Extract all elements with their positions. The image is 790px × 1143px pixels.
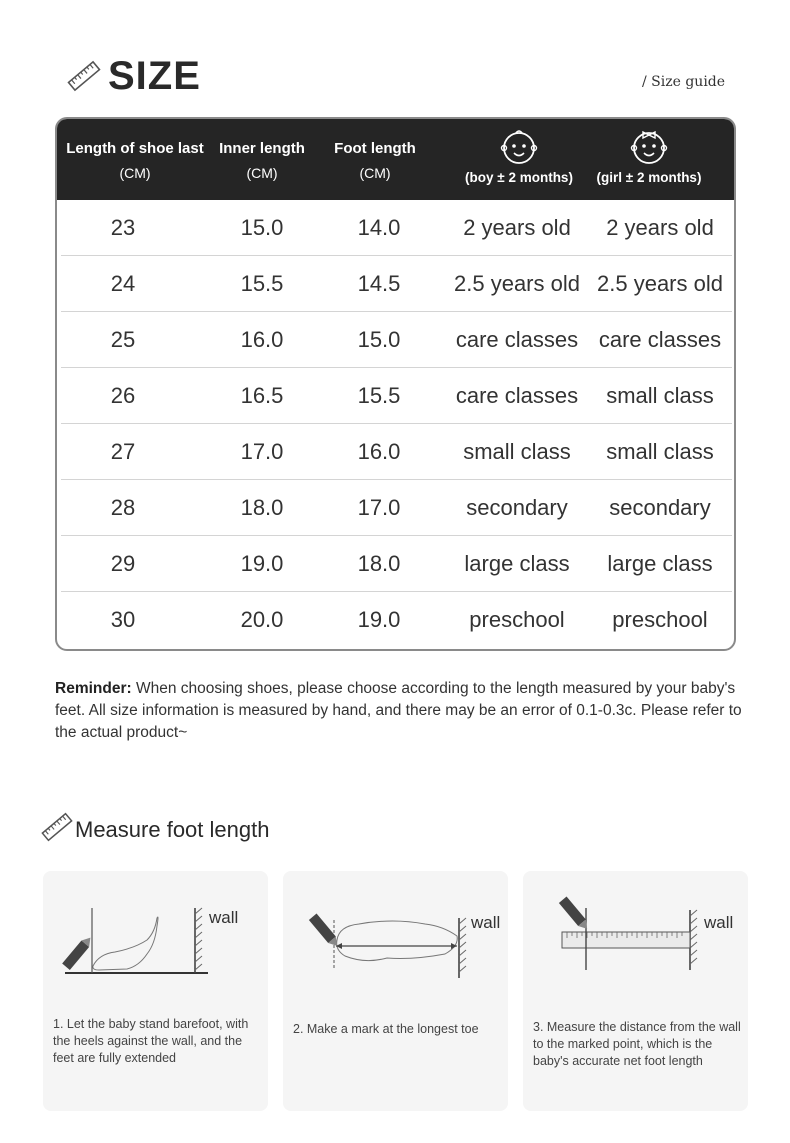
cell-inner-length: 19.0 (240, 551, 284, 576)
table-row (61, 424, 732, 480)
cell-boy-age: 2.5 years old (454, 271, 580, 296)
table-row (61, 368, 732, 424)
step-card-2 (283, 871, 508, 1111)
section-title: Measure foot length (75, 817, 270, 842)
ruler-icon (40, 810, 74, 844)
cell-girl-age: small class (606, 383, 714, 408)
cell-girl-age: care classes (598, 327, 722, 352)
step-caption: 2. Make a mark at the longest toe (293, 1022, 479, 1036)
cell-shoe-last: 29 (110, 551, 136, 576)
reminder-body: When choosing shoes, please choose according to the length measured by your baby's feet. All size information is measured by hand, and there may be an error of 0.1-0.3c. Please refer to the actual product~ (55, 680, 742, 741)
cell-foot-length: 19.0 (357, 607, 401, 632)
table-row (61, 480, 732, 536)
cell-inner-length: 15.0 (240, 215, 284, 240)
cell-foot-length: 14.5 (357, 271, 401, 296)
cell-boy-age: small class (463, 439, 571, 464)
cell-inner-length: 18.0 (240, 495, 284, 520)
column-header-label: Length of shoe last (66, 140, 204, 157)
column-header-unit: (CM) (359, 165, 391, 181)
step-card-1 (43, 871, 268, 1111)
cell-inner-length: 17.0 (240, 439, 284, 464)
cell-foot-length: 15.5 (357, 383, 401, 408)
measure-distance-illustration (523, 896, 748, 986)
girl-face-icon (628, 126, 670, 168)
cell-foot-length: 17.0 (357, 495, 401, 520)
column-header-boy (457, 119, 581, 200)
wall-label: wall (471, 913, 501, 932)
cell-shoe-last: 28 (110, 495, 136, 520)
column-header-last (61, 119, 209, 200)
cell-shoe-last: 23 (110, 215, 136, 240)
column-header-label: (girl ± 2 months) (596, 170, 702, 185)
cell-girl-age: preschool (612, 607, 708, 632)
cell-inner-length: 15.5 (240, 271, 284, 296)
wall-label: wall (209, 908, 239, 927)
size-table (55, 117, 736, 651)
cell-shoe-last: 24 (110, 271, 136, 296)
cell-boy-age: preschool (469, 607, 565, 632)
foot-against-wall-illustration (43, 896, 268, 986)
cell-girl-age: 2 years old (606, 215, 714, 240)
cell-inner-length: 20.0 (240, 607, 284, 632)
step-card-3 (523, 871, 748, 1111)
page-title: SIZE (108, 54, 201, 98)
table-row (61, 312, 732, 368)
wall-label: wall (704, 913, 734, 932)
column-header-inner (209, 119, 315, 200)
cell-foot-length: 16.0 (357, 439, 401, 464)
column-header-foot (321, 119, 429, 200)
column-header-label: Foot length (334, 140, 416, 157)
cell-boy-age: large class (464, 551, 570, 576)
cell-shoe-last: 25 (110, 327, 136, 352)
cell-boy-age: care classes (455, 327, 579, 352)
mark-longest-toe-illustration (283, 896, 508, 986)
column-header-unit: (CM) (246, 165, 278, 181)
cell-inner-length: 16.5 (240, 383, 284, 408)
cell-girl-age: secondary (609, 495, 711, 520)
cell-foot-length: 15.0 (357, 327, 401, 352)
ruler-icon (66, 58, 102, 94)
cell-boy-age: 2 years old (463, 215, 571, 240)
reminder-text (55, 678, 745, 744)
cell-shoe-last: 27 (110, 439, 136, 464)
table-row (61, 592, 732, 648)
reminder-label: Reminder: (55, 680, 132, 697)
cell-boy-age: care classes (455, 383, 579, 408)
cell-foot-length: 14.0 (357, 215, 401, 240)
cell-foot-length: 18.0 (357, 551, 401, 576)
cell-girl-age: small class (606, 439, 714, 464)
cell-shoe-last: 26 (110, 383, 136, 408)
size-guide-label: / Size guide (642, 74, 726, 90)
table-header (57, 119, 734, 200)
step-caption: 1. Let the baby stand barefoot, with the heels against the wall, and the feet are fully extended (53, 1017, 249, 1065)
cell-girl-age: 2.5 years old (597, 271, 723, 296)
cell-inner-length: 16.0 (240, 327, 284, 352)
table-row (61, 536, 732, 592)
cell-boy-age: secondary (466, 495, 568, 520)
table-row (61, 256, 732, 312)
column-header-girl (587, 119, 711, 200)
cell-shoe-last: 30 (110, 607, 136, 632)
cell-girl-age: large class (607, 551, 713, 576)
column-header-unit: (CM) (119, 165, 151, 181)
column-header-label: Inner length (219, 140, 305, 157)
column-header-label: (boy ± 2 months) (465, 170, 573, 185)
table-row (61, 200, 732, 256)
boy-face-icon (498, 126, 540, 168)
step-caption: 3. Measure the distance from the wall to the marked point, which is the baby's accurate net foot length (533, 1020, 741, 1068)
